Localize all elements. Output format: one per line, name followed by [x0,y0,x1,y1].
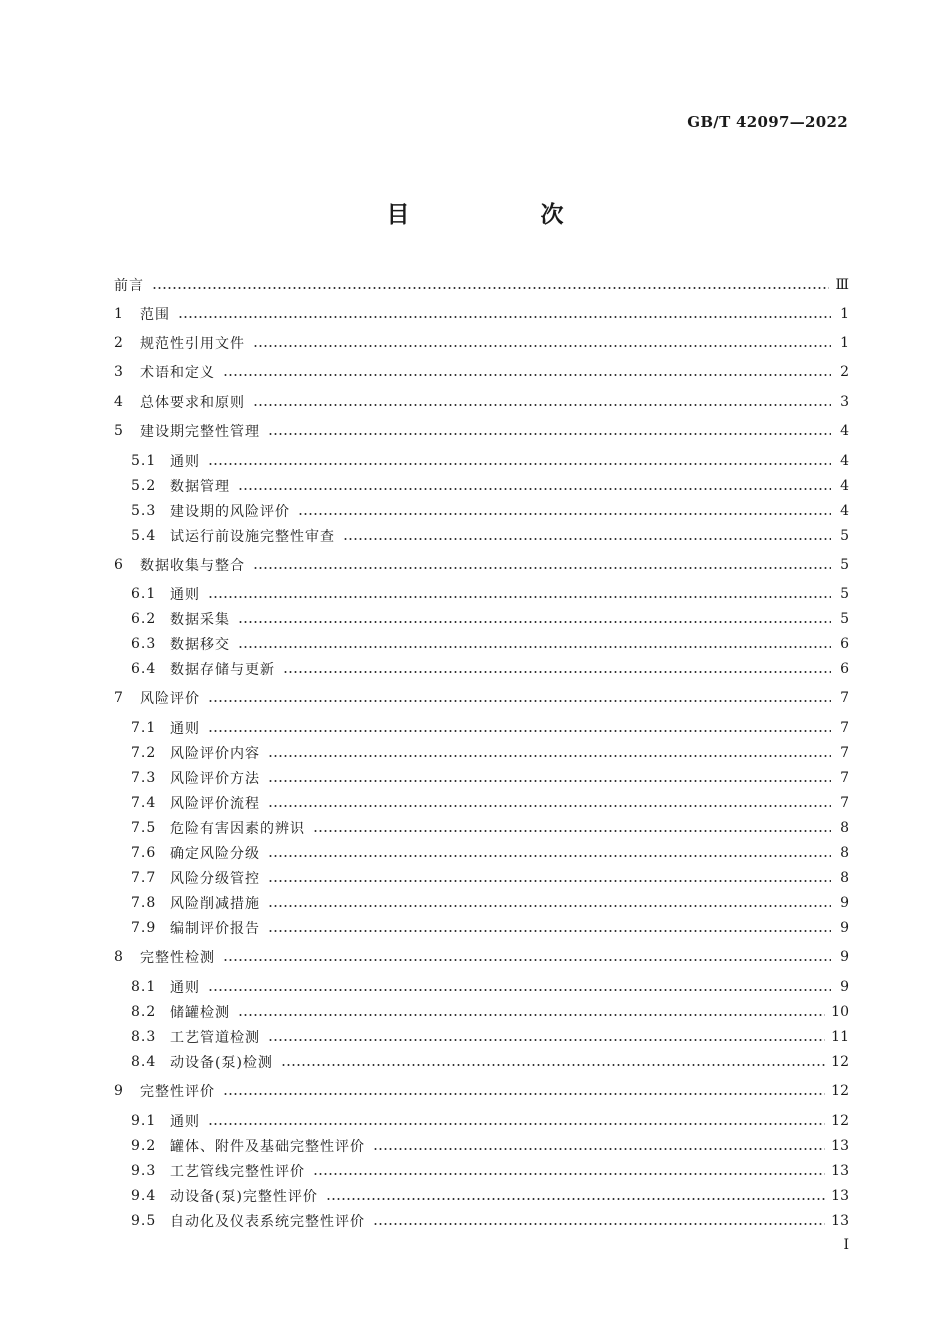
dot-leader [283,671,831,673]
toc-entry[interactable] [131,766,849,790]
dot-leader [208,989,831,991]
toc-entry-number: 5.1 [131,453,157,469]
toc-entry[interactable] [131,1134,849,1158]
toc-entry[interactable] [114,945,849,969]
toc-entry-number: 4 [114,394,124,410]
dot-leader [268,880,831,882]
dot-leader [253,404,831,406]
dot-leader [373,1148,825,1150]
toc-entry-number: 9.1 [131,1113,157,1129]
toc-entry-number: 5.4 [131,528,157,544]
toc-entry-number: 6.1 [131,586,157,602]
toc-entry-page: 12 [831,1113,849,1129]
standard-code: GB/T 42097—2022 [687,113,848,131]
dot-leader [208,596,831,598]
toc-entry[interactable] [131,841,849,865]
toc-entry[interactable] [114,553,849,577]
toc-entry-page: 7 [840,720,849,736]
toc-entry-page: 13 [831,1163,849,1179]
toc-entry-title: 风险评价流程 [170,796,260,812]
dot-leader [238,646,831,648]
dot-leader [313,1173,825,1175]
dot-leader [178,316,831,318]
toc-entry-title: 通则 [170,454,200,470]
toc-entry-page: 8 [840,870,849,886]
toc-entry-title: 自动化及仪表系统完整性评价 [170,1214,365,1230]
toc-entry-page: 6 [840,636,849,652]
toc-entry-number: 8.4 [131,1054,157,1070]
dot-leader [223,959,831,961]
toc-title: 目 次 [386,202,618,228]
dot-leader [268,755,831,757]
toc-entry[interactable] [131,1025,849,1049]
toc-entry-page: 5 [840,611,849,627]
toc-entry-number: 7.7 [131,870,157,886]
toc-entry-number: 6.3 [131,636,157,652]
toc-entry[interactable] [131,1050,849,1074]
toc-entry-number: 8.2 [131,1004,157,1020]
toc-entry[interactable] [114,302,849,326]
dot-leader [298,513,831,515]
toc-entry-title: 动设备(泵)完整性评价 [170,1189,318,1205]
toc-entry-number: 7.4 [131,795,157,811]
toc-entry-title: 数据存储与更新 [170,662,275,678]
dot-leader [281,1064,825,1066]
toc-entry-title: 完整性检测 [140,950,215,966]
toc-entry-number: 8 [114,949,124,965]
dot-leader [268,855,831,857]
toc-entry-page: 7 [840,795,849,811]
toc-entry-title: 风险评价 [140,691,200,707]
toc-entry-number: 8.1 [131,979,157,995]
toc-entry-page: 4 [840,478,849,494]
toc-entry-title: 试运行前设施完整性审查 [170,529,335,545]
toc-entry-page: 8 [840,820,849,836]
toc-entry[interactable] [131,975,849,999]
toc-entry-title: 通则 [170,587,200,603]
toc-entry-number: 9.5 [131,1213,157,1229]
toc-entry-page: 5 [840,586,849,602]
toc-entry-page: 10 [831,1004,849,1020]
toc-entry-page: 4 [840,423,849,439]
toc-entry-title: 数据收集与整合 [140,558,245,574]
toc-entry-title: 总体要求和原则 [140,395,245,411]
toc-entry-title: 风险评价方法 [170,771,260,787]
toc-entry-page: 12 [831,1054,849,1070]
toc-entry[interactable] [114,686,849,710]
toc-entry[interactable] [131,632,849,656]
toc-entry-number: 8.3 [131,1029,157,1045]
toc-entry-title: 完整性评价 [140,1084,215,1100]
toc-entry-title: 数据管理 [170,479,230,495]
toc-entry[interactable] [131,1159,849,1183]
toc-entry[interactable] [114,390,849,414]
dot-leader [268,905,831,907]
toc-entry-title: 风险评价内容 [170,746,260,762]
toc-entry[interactable] [131,791,849,815]
toc-entry-page: 13 [831,1138,849,1154]
toc-entry-page: 12 [831,1083,849,1099]
toc-entry-page: Ⅲ [835,277,849,293]
toc-entry-page: 6 [840,661,849,677]
dot-leader [223,374,831,376]
toc-entry-page: 13 [831,1213,849,1229]
dot-leader [152,287,829,289]
dot-leader [268,805,831,807]
toc-entry[interactable] [114,331,849,355]
dot-leader [208,730,831,732]
dot-leader [268,433,831,435]
toc-entry-number: 6 [114,557,124,573]
dot-leader [268,930,831,932]
toc-entry[interactable] [131,1209,849,1233]
toc-entry-title: 储罐检测 [170,1005,230,1021]
toc-entry-title: 通则 [170,1114,200,1130]
dot-leader [253,345,831,347]
dot-leader [238,621,831,623]
toc-entry[interactable] [114,360,849,384]
toc-entry-title: 前言 [114,278,144,294]
toc-entry[interactable] [114,419,849,443]
toc-entry-number: 6.4 [131,661,157,677]
dot-leader [238,1014,825,1016]
toc-entry[interactable] [131,891,849,915]
dot-leader [253,567,831,569]
toc-entry-title: 确定风险分级 [170,846,260,862]
toc-entry-number: 7.3 [131,770,157,786]
toc-entry-page: 5 [840,528,849,544]
toc-entry-page: 7 [840,690,849,706]
dot-leader [208,1123,825,1125]
toc-entry[interactable] [131,741,849,765]
toc-entry-number: 5.2 [131,478,157,494]
toc-entry-number: 7.9 [131,920,157,936]
toc-entry-title: 风险削减措施 [170,896,260,912]
toc-entry-number: 7.5 [131,820,157,836]
toc-entry-page: 1 [840,306,849,322]
toc-entry-title: 数据采集 [170,612,230,628]
toc-entry[interactable] [131,716,849,740]
toc-entry[interactable] [131,657,849,681]
toc-entry-title: 建设期的风险评价 [170,504,290,520]
dot-leader [268,780,831,782]
toc-entry-page: 4 [840,453,849,469]
toc-entry[interactable] [131,607,849,631]
toc-entry-title: 通则 [170,980,200,996]
dot-leader [208,700,831,702]
toc-entry[interactable] [114,273,849,297]
toc-entry[interactable] [131,449,849,473]
toc-entry-number: 7 [114,690,124,706]
toc-entry-title: 工艺管道检测 [170,1030,260,1046]
toc-entry-title: 编制评价报告 [170,921,260,937]
dot-leader [326,1198,825,1200]
toc-entry-page: 8 [840,845,849,861]
dot-leader [268,1039,825,1041]
dot-leader [373,1223,825,1225]
toc-entry-number: 7.6 [131,845,157,861]
toc-entry[interactable] [131,474,849,498]
toc-entry-page: 13 [831,1188,849,1204]
toc-entry-number: 1 [114,306,124,322]
toc-entry-page: 5 [840,557,849,573]
toc-entry[interactable] [131,582,849,606]
toc-entry-number: 5.3 [131,503,157,519]
toc-entry-page: 11 [831,1029,849,1045]
toc-entry[interactable] [131,1184,849,1208]
toc-entry-title: 范围 [140,307,170,323]
toc-entry-number: 6.2 [131,611,157,627]
toc-entry-number: 9 [114,1083,124,1099]
toc-entry-number: 2 [114,335,124,351]
toc-entry-page: 9 [840,979,849,995]
dot-leader [238,488,831,490]
toc-entry-page: 9 [840,895,849,911]
toc-entry-number: 9.2 [131,1138,157,1154]
toc-entry-number: 5 [114,423,124,439]
toc-entry-number: 7.2 [131,745,157,761]
toc-entry-title: 通则 [170,721,200,737]
toc-entry-number: 7.8 [131,895,157,911]
toc-entry-page: 7 [840,745,849,761]
dot-leader [208,463,831,465]
toc-entry-page: 7 [840,770,849,786]
toc-entry[interactable] [131,1000,849,1024]
toc-entry-title: 建设期完整性管理 [140,424,260,440]
toc-entry-number: 9.3 [131,1163,157,1179]
toc-entry-title: 罐体、附件及基础完整性评价 [170,1139,365,1155]
dot-leader [223,1093,825,1095]
toc-entry-title: 风险分级管控 [170,871,260,887]
toc-entry-page: 3 [840,394,849,410]
toc-entry-number: 7.1 [131,720,157,736]
toc-entry-title: 危险有害因素的辨识 [170,821,305,837]
toc-entry-page: 9 [840,949,849,965]
toc-entry-title: 术语和定义 [140,365,215,381]
toc-entry-page: 9 [840,920,849,936]
toc-entry-number: 9.4 [131,1188,157,1204]
toc-entry-page: 2 [840,364,849,380]
toc-entry-title: 数据移交 [170,637,230,653]
toc-entry[interactable] [131,916,849,940]
page-number: I [843,1237,849,1253]
toc-entry-title: 工艺管线完整性评价 [170,1164,305,1180]
dot-leader [343,538,831,540]
toc-entry-page: 4 [840,503,849,519]
toc-entry[interactable] [131,524,849,548]
toc-entry[interactable] [114,1079,849,1103]
toc-entry[interactable] [131,816,849,840]
toc-entry-title: 规范性引用文件 [140,336,245,352]
toc-entry-title: 动设备(泵)检测 [170,1055,273,1071]
toc-entry[interactable] [131,499,849,523]
toc-entry-number: 3 [114,364,124,380]
dot-leader [313,830,831,832]
toc-entry-page: 1 [840,335,849,351]
toc-entry[interactable] [131,1109,849,1133]
toc-entry[interactable] [131,866,849,890]
